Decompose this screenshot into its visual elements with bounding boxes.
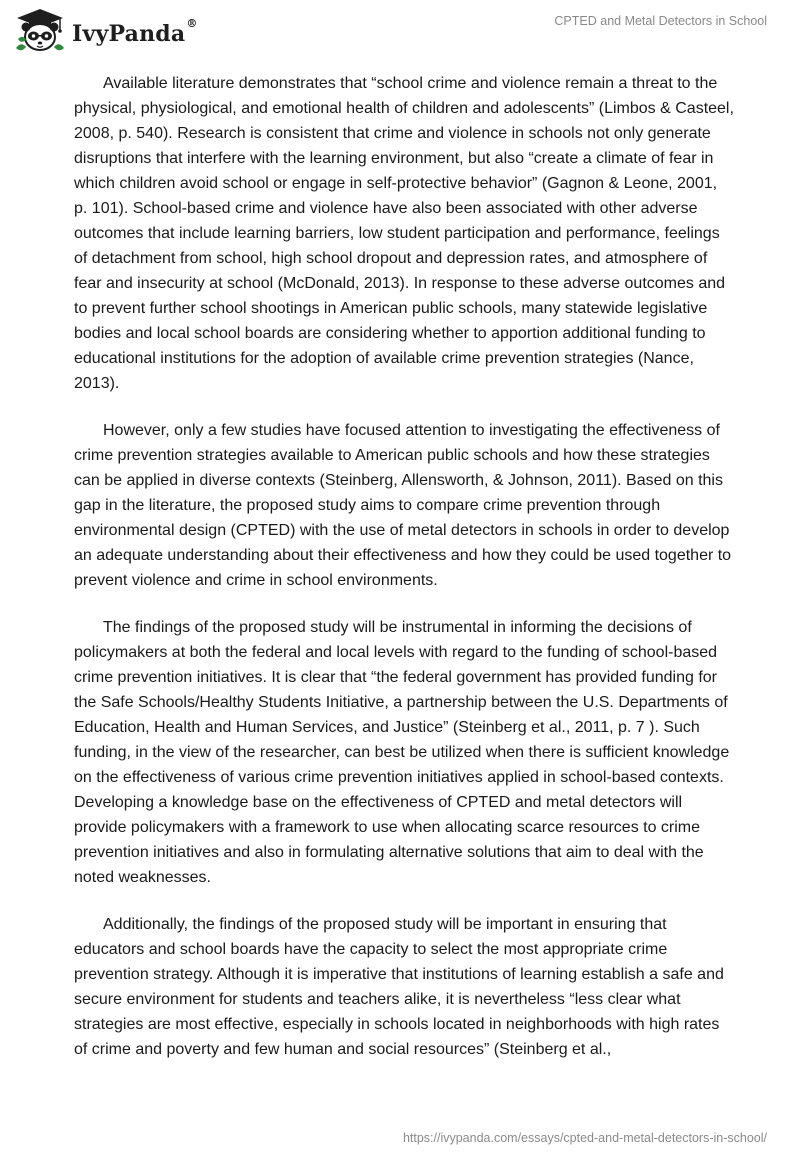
registered-mark: ® xyxy=(186,17,198,30)
paragraph: Additionally, the findings of the proposed study will be important in ensuring that educators and school boards have the capacity to select the most appropriate crime prevention strategy. Although it is imperative that institutions of learning establish a safe and secure environment for students and teachers alike, it is nevertheless “less clear what strategies are most effective, especially in schools located in neighborhoods with high rates of crime and poverty and few human and social resources” (Steinberg et al., xyxy=(74,916,724,1058)
brand-name: IvyPanda xyxy=(72,21,186,47)
logo-text xyxy=(72,17,198,47)
paragraph: Available literature demonstrates that “school crime and violence remain a threat to the physical, physiological, and emotional health of children and adolescents” (Limbos & Casteel, 2008, p. 540). Research is consistent that crime and violence in schools not only generate disruptions that interfere with the learning environment, but also “create a climate of fear in which children avoid school or engage in self-protective behavior” (Gagnon & Leone, 2001, p. 101). School-based crime and violence have also been associated with other adverse outcomes that include learning barriers, low student participation and performance, feelings of detachment from school, high school dropout and depression rates, and atmosphere of fear and insecurity at school (McDonald, 2013). In response to these adverse outcomes and to prevent further school shootings in American public schools, many statewide legislative bodies and local school boards are considering whether to apportion additional funding to educational institutions for the adoption of available crime prevention strategies (Nance, 2013). xyxy=(74,75,734,392)
page-header xyxy=(0,0,800,60)
paragraph: The findings of the proposed study will be instrumental in informing the decisions of policymakers at both the federal and local levels with regard to the funding of school-based crime prevention initiatives. It is clear that “the federal government has provided funding for the Safe Schools/Healthy Students Initiative, a partnership between the U.S. Departments of Education, Health and Human Services, and Justice” (Steinberg et al., 2011, p. 7 ). Such funding, in the view of the researcher, can best be utilized when there is sufficient knowledge on the effectiveness of various crime prevention initiatives applied in school-based contexts. Developing a knowledge base on the effectiveness of CPTED and metal detectors will provide policymakers with a framework to use when allocating scarce resources to crime prevention initiatives and also in formulating alternative solutions that aim to deal with the noted weaknesses. xyxy=(74,619,730,886)
panda-graduate-logo-icon xyxy=(14,8,66,54)
source-url-link[interactable]: https://ivypanda.com/essays/cpted-and-metal-detectors-in-school/ xyxy=(402,1131,767,1145)
ivypanda-logo[interactable] xyxy=(14,8,198,54)
document-title: CPTED and Metal Detectors in School xyxy=(554,14,767,28)
paragraph: However, only a few studies have focused attention to investigating the effectiveness of crime prevention strategies available to American public schools and how these strategies can be applied in diverse contexts (Steinberg, Allensworth, & Johnson, 2011). Based on this gap in the literature, the proposed study aims to compare crime prevention through environmental design (CPTED) with the use of metal detectors in schools in order to develop an adequate understanding about their effectiveness and how they could be used together to prevent violence and crime in school environments. xyxy=(74,422,732,589)
essay-body xyxy=(74,71,734,1084)
